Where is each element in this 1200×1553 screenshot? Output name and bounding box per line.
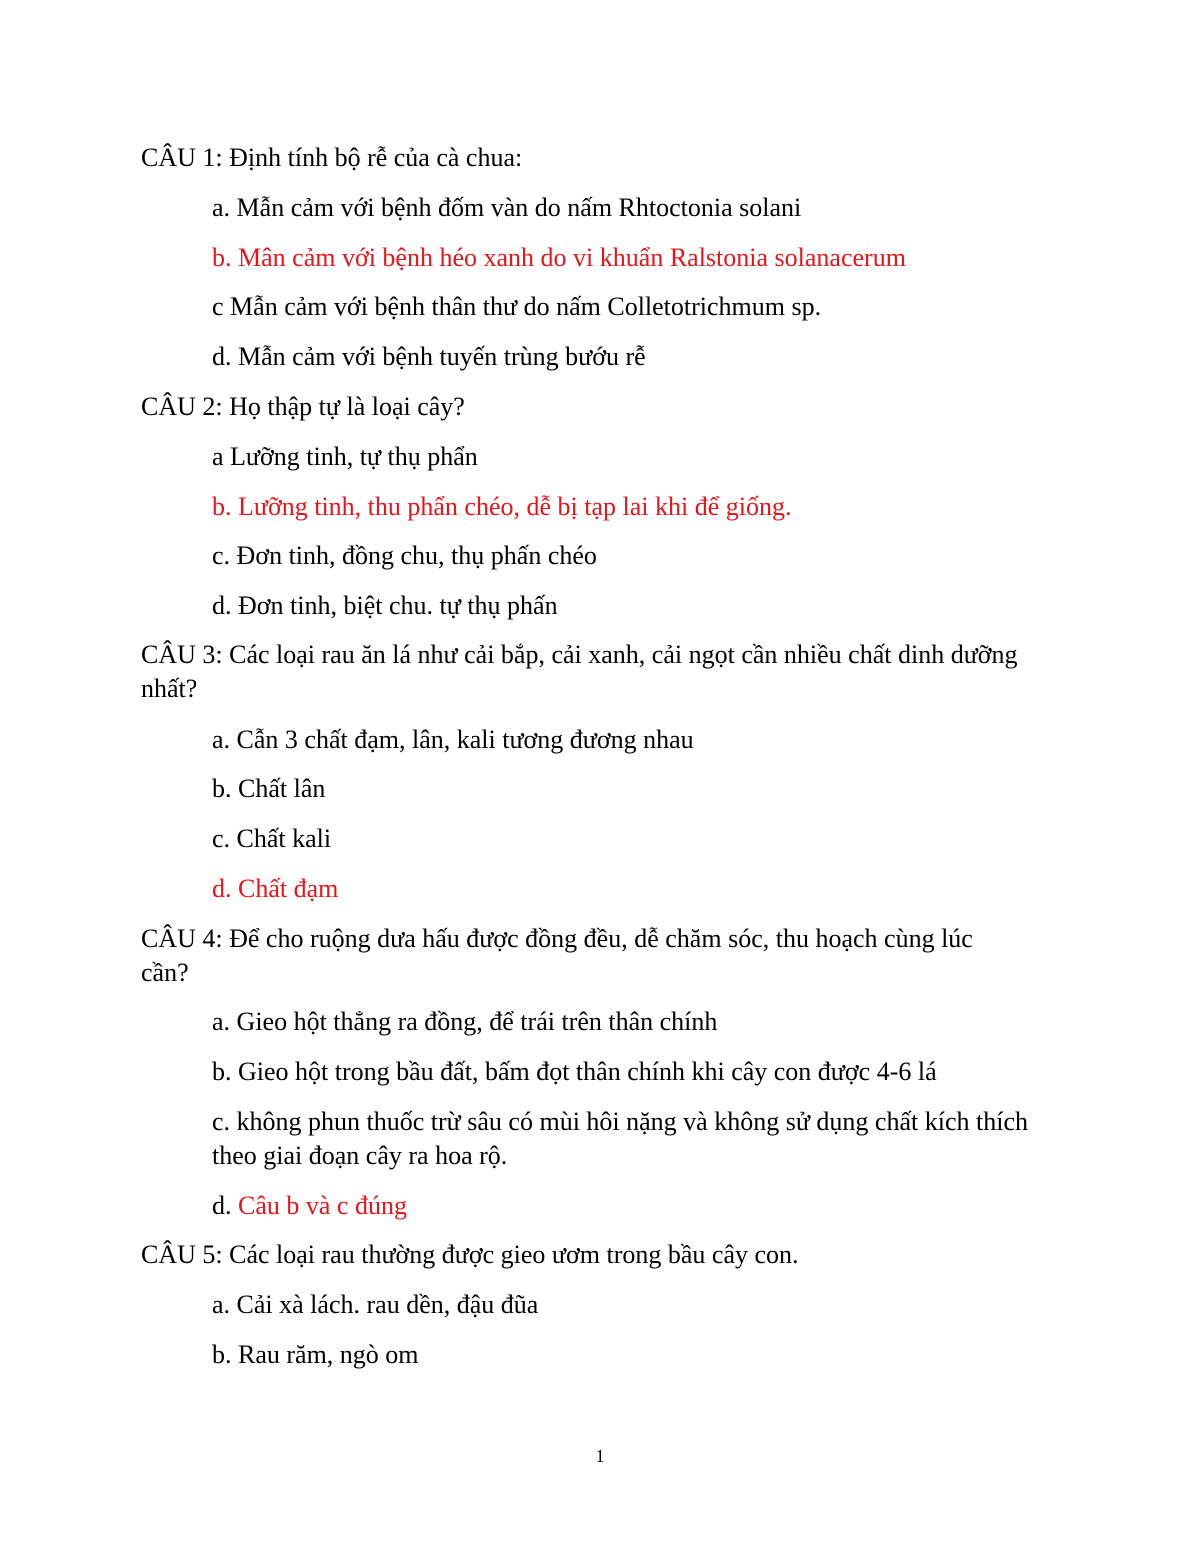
question-1: CÂU 1: Định tính bộ rễ của cà chua: xyxy=(141,143,523,172)
question-1-option-b-correct: b. Mân cảm với bệnh héo xanh do vi khuẩn Ralstonia solanacerum xyxy=(212,243,906,272)
question-4-option-d-prefix: d. xyxy=(212,1191,238,1220)
question-3-option-c: c. Chất kali xyxy=(212,824,332,853)
question-2-option-d: d. Đơn tinh, biệt chu. tự thụ phấn xyxy=(212,591,558,620)
question-5-option-b: b. Rau răm, ngò om xyxy=(212,1340,419,1369)
question-4: CÂU 4: Để cho ruộng dưa hấu được đồng đều, dễ chăm sóc, thu hoạch cùng lúc cần? xyxy=(141,924,973,987)
question-3-option-d-correct: d. Chất đạm xyxy=(212,874,339,903)
page-number: 1 xyxy=(595,1446,605,1466)
question-2-option-c: c. Đơn tinh, đồng chu, thụ phấn chéo xyxy=(212,541,597,570)
question-1-option-d: d. Mẫn cảm với bệnh tuyến trùng bướu rễ xyxy=(212,342,646,371)
question-4-option-a: a. Gieo hột thẳng ra đồng, để trái trên thân chính xyxy=(212,1007,718,1036)
question-3: CÂU 3: Các loại rau ăn lá như cải bắp, cải xanh, cải ngọt cần nhiều chất dinh dưỡng nhất? xyxy=(141,640,1018,703)
question-1-option-a: a. Mẫn cảm với bệnh đốm vàn do nấm Rhtoctonia solani xyxy=(212,193,802,222)
question-1-option-c: c Mẫn cảm với bệnh thân thư do nấm Colletotrichmum sp. xyxy=(212,292,822,321)
question-2-option-a: a Lưỡng tinh, tự thụ phẩn xyxy=(212,442,478,471)
question-5: CÂU 5: Các loại rau thường được gieo ươm trong bầu cây con. xyxy=(141,1240,799,1269)
question-2-option-b-correct: b. Lưỡng tinh, thu phẩn chéo, dễ bị tạp lai khi để giống. xyxy=(212,492,792,521)
question-4-option-c: c. không phun thuốc trừ sâu có mùi hôi nặng và không sử dụng chất kích thích theo giai đoạn cây ra hoa rộ. xyxy=(212,1107,1028,1170)
question-2: CÂU 2: Họ thập tự là loại cây? xyxy=(141,392,465,421)
question-3-option-a: a. Cẫn 3 chất đạm, lân, kali tương đương nhau xyxy=(212,725,694,754)
question-5-option-a: a. Cải xà lách. rau dền, đậu đũa xyxy=(212,1290,539,1319)
question-3-option-b: b. Chất lân xyxy=(212,774,326,803)
question-4-option-d xyxy=(212,1189,407,1223)
question-4-option-d-correct: Câu b và c đúng xyxy=(238,1191,407,1220)
question-4-option-b: b. Gieo hột trong bầu đất, bấm đọt thân chính khi cây con được 4-6 lá xyxy=(212,1057,937,1086)
